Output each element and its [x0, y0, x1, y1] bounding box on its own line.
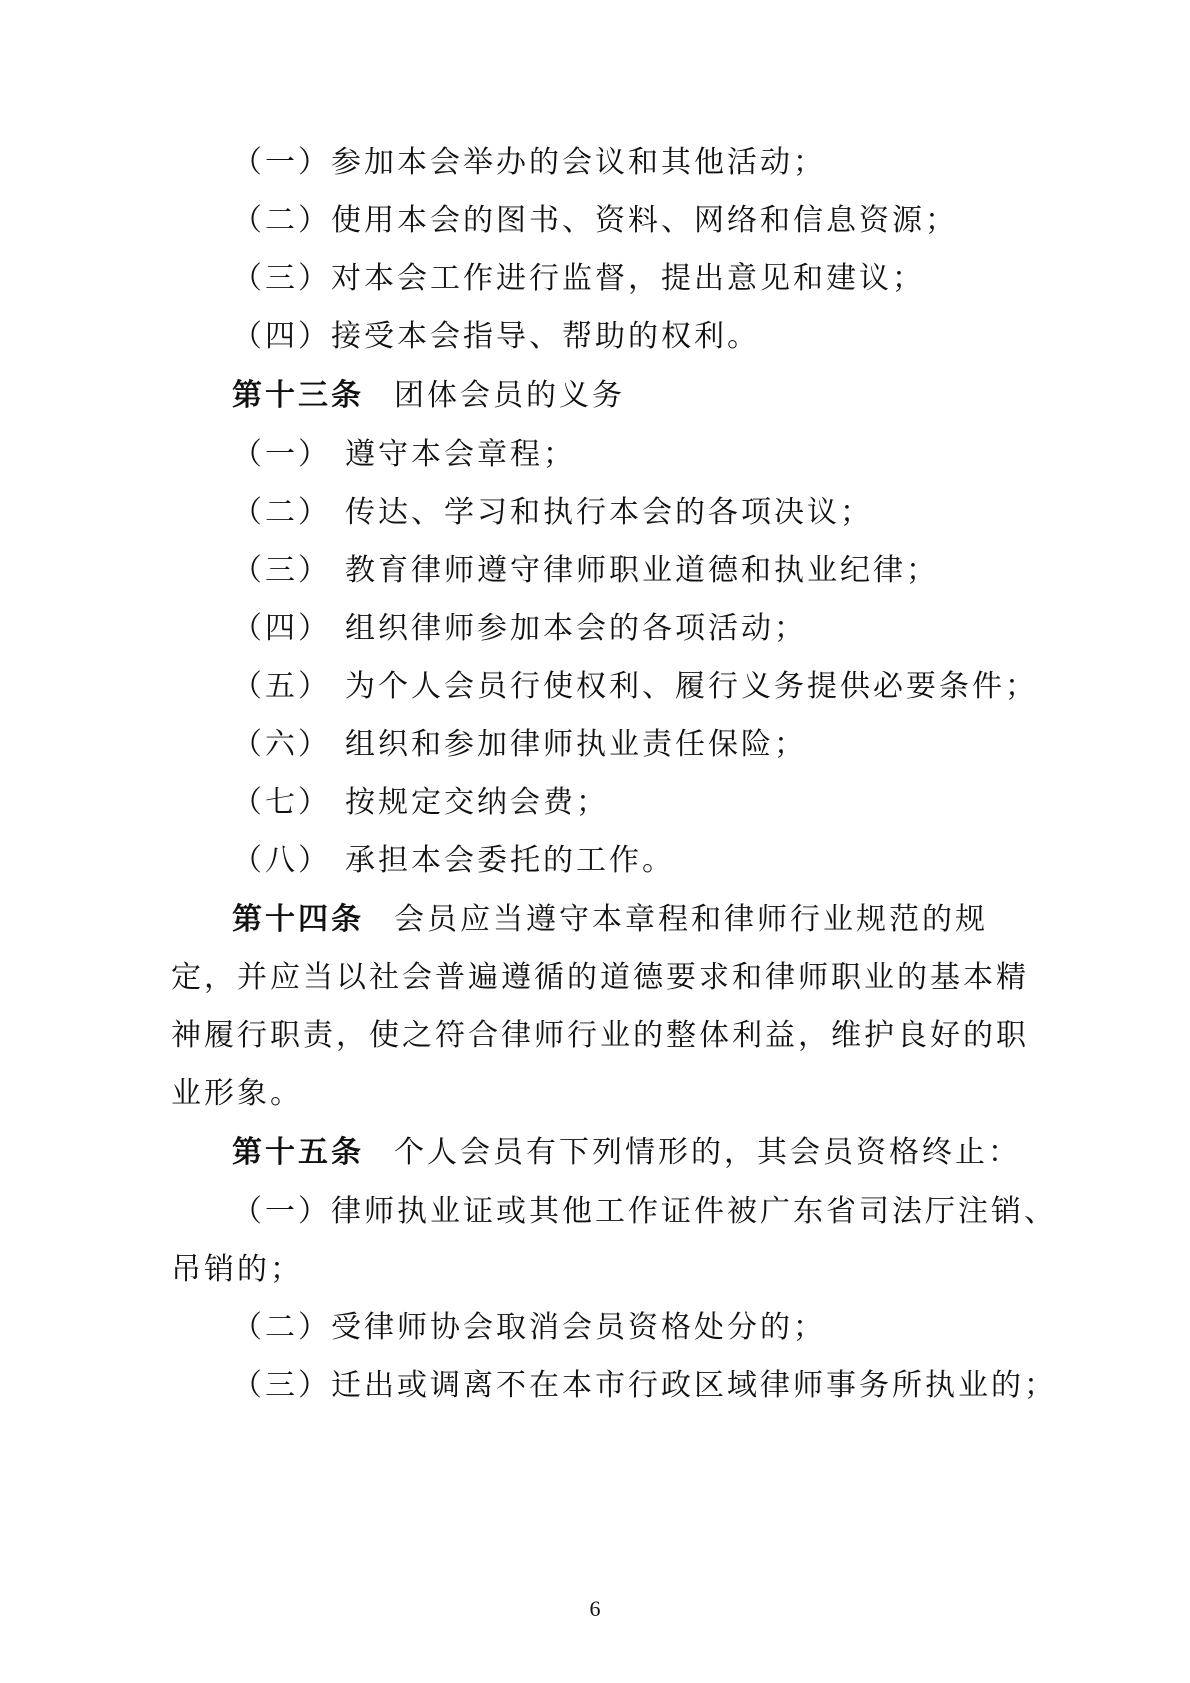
- item-text: 遵守本会章程；: [345, 437, 576, 472]
- article15-line-1: （一）律师执业证或其他工作证件被广东省司法厅注销、: [232, 1194, 1057, 1229]
- item-number: （五）: [232, 669, 331, 704]
- item-number: （三）: [232, 553, 331, 588]
- item-text: 为个人会员行使权利、履行义务提供必要条件；: [345, 669, 1038, 704]
- article13-item-6: [232, 725, 807, 765]
- page-number: 6: [589, 1596, 601, 1621]
- item-number: （七）: [232, 785, 331, 820]
- article14-line-4: 业形象。: [171, 1076, 303, 1111]
- article12-item-2: （二）使用本会的图书、资料、网络和信息资源；: [232, 203, 958, 238]
- article13-item-5: [232, 667, 1038, 707]
- article13-item-4: [232, 609, 807, 649]
- article13-item-3: [232, 551, 939, 591]
- article15-line-2: 吊销的；: [171, 1252, 303, 1287]
- article13-item-7: [232, 783, 609, 823]
- article13-heading: 第十三条: [232, 378, 364, 413]
- item-text: 组织律师参加本会的各项活动；: [345, 611, 807, 646]
- article14-line-1: [232, 900, 988, 940]
- item-number: （四）: [232, 611, 331, 646]
- item-number: （六）: [232, 727, 331, 762]
- article15-heading: 第十五条: [232, 1135, 364, 1170]
- article13-item-8: [232, 841, 675, 881]
- article13-heading-line: [232, 376, 625, 416]
- article13-item-2: [232, 493, 873, 533]
- article14-text: 会员应当遵守本章程和律师行业规范的规: [394, 902, 988, 937]
- article15-line-4: （三）迁出或调离不在本市行政区域律师事务所执业的；: [232, 1368, 1057, 1403]
- article13-title: 团体会员的义务: [394, 378, 625, 413]
- item-number: （一）: [232, 437, 331, 472]
- article13-item-1: [232, 435, 576, 475]
- item-text: 组织和参加律师执业责任保险；: [345, 727, 807, 762]
- article12-item-1: （一）参加本会举办的会议和其他活动；: [232, 145, 826, 180]
- item-number: （八）: [232, 843, 331, 878]
- article15-intro: 个人会员有下列情形的，其会员资格终止：: [394, 1135, 1021, 1170]
- article14-heading: 第十四条: [232, 902, 364, 937]
- article15-heading-line: [232, 1133, 1021, 1173]
- item-text: 教育律师遵守律师职业道德和执业纪律；: [345, 553, 939, 588]
- item-text: 按规定交纳会费；: [345, 785, 609, 820]
- article14-line-2: 定，并应当以社会普遍遵循的道德要求和律师职业的基本精: [171, 960, 1029, 995]
- item-number: （二）: [232, 495, 331, 530]
- article15-line-3: （二）受律师协会取消会员资格处分的；: [232, 1310, 826, 1345]
- item-text: 传达、学习和执行本会的各项决议；: [345, 495, 873, 530]
- item-text: 承担本会委托的工作。: [345, 843, 675, 878]
- article12-item-3: （三）对本会工作进行监督，提出意见和建议；: [232, 261, 925, 296]
- article14-line-3: 神履行职责，使之符合律师行业的整体利益，维护良好的职: [171, 1018, 1029, 1053]
- article12-item-4: （四）接受本会指导、帮助的权利。: [232, 319, 760, 354]
